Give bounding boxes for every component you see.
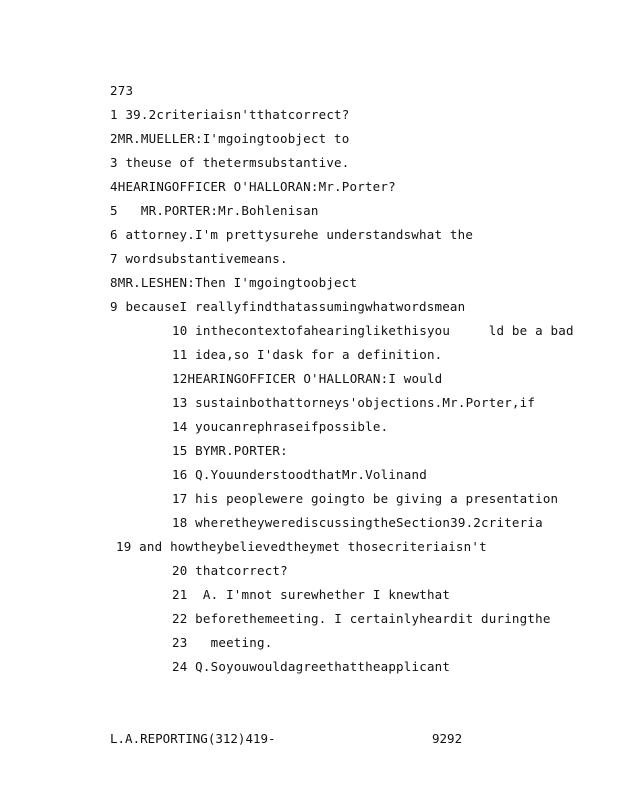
transcript-line: 12HEARINGOFFICER O'HALLORAN:I would (172, 371, 443, 386)
page-number: 273 (110, 83, 134, 98)
transcript-line: 4HEARINGOFFICER O'HALLORAN:Mr.Porter? (110, 179, 396, 194)
transcript-line: 16 Q.YouunderstoodthatMr.Volinand (172, 467, 427, 482)
transcript-line: 7 wordsubstantivemeans. (110, 251, 288, 266)
transcript-line: 18 wheretheywerediscussingtheSection39.2criteria (172, 515, 543, 530)
transcript-line: 14 youcanrephraseifpossible. (172, 419, 389, 434)
transcript-line: 20 thatcorrect? (172, 563, 288, 578)
transcript-line: 1 39.2criteriaisn'tthatcorrect? (110, 107, 350, 122)
transcript-line: 22 beforethemeeting. I certainlyheardit duringthe (172, 611, 551, 626)
transcript-line: 5 MR.PORTER:Mr.Bohlenisan (110, 203, 319, 218)
transcript-line: 24 Q.Soyouwouldagreethattheapplicant (172, 659, 451, 674)
transcript-line: 10 inthecontextofahearinglikethisyou ld be a bad (172, 323, 574, 338)
transcript-line: 19 and howtheybelievedtheymet thosecriteriaisn't (116, 539, 487, 554)
transcript-line: 6 attorney.I'm prettysurehe understandswhat the (110, 227, 474, 242)
transcript-line: 13 sustainbothattorneys'objections.Mr.Porter,if (172, 395, 536, 410)
transcript-line: 15 BYMR.PORTER: (172, 443, 288, 458)
transcript-line: 11 idea,so I'dask for a definition. (172, 347, 443, 362)
footer-number: 9292 (432, 731, 463, 746)
transcript-line: 9 becauseI reallyfindthatassumingwhatwordsmean (110, 299, 466, 314)
transcript-line: 8MR.LESHEN:Then I'mgoingtoobject (110, 275, 358, 290)
transcript-line: 3 theuse of thetermsubstantive. (110, 155, 350, 170)
transcript-line: 2MR.MUELLER:I'mgoingtoobject to (110, 131, 350, 146)
transcript-line: 21 A. I'mnot surewhether I knewthat (172, 587, 451, 602)
transcript-line: 17 his peoplewere goingto be giving a presentation (172, 491, 559, 506)
footer-reporter: L.A.REPORTING(312)419- (110, 731, 276, 746)
transcript-line: 23 meeting. (172, 635, 273, 650)
